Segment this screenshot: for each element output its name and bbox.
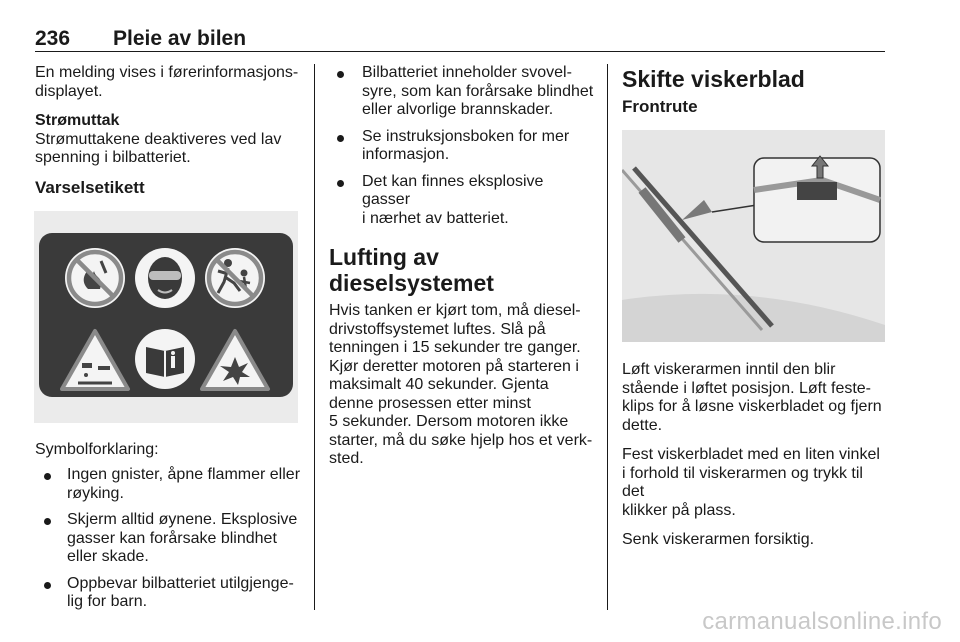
list-item: Skjerm alltid øynene. Eksplosive gasser kan forårsake blindhet eller skade. [35,511,301,567]
list-item: Bilbatteriet inneholder svovel- syre, som kan forårsake blindhet eller alvorlige brannskader. [329,64,595,120]
intro-paragraph: En melding vises i førerinformasjons- displayet. [35,64,299,100]
no-fire-icon [65,248,125,308]
column-3 [622,64,888,561]
watermark: carmanualsonline.info [702,608,942,635]
windshield-subheading: Frontrute [622,97,698,116]
symbols-list [35,466,301,612]
battery-warnings-list [329,64,595,228]
symbols-intro: Symbolforklaring: [35,440,159,458]
column-2 [329,64,595,480]
column-1 [35,64,301,620]
battery-warning-label-image [34,211,301,429]
warning-label-heading: Varselsetikett [35,177,145,197]
wiper-blade-heading: Skifte viskerblad [622,66,805,92]
list-item: Oppbevar bilbatteriet utilgjenge- lig for barn. [35,575,301,612]
column-divider-2 [607,64,608,610]
wiper-step-3: Senk viskerarmen forsiktig. [622,531,815,548]
read-instructions-icon [135,329,195,389]
list-item: Ingen gnister, åpne flammer eller røyking. [35,466,301,503]
diesel-venting-text: Hvis tanken er kjørt tom, må diesel- drivstoffsystemet luftes. Slå på tenningen i 15 sekunder tre ganger. Kjør deretter motoren på starteren i maksimalt 40 sekunder. Gjenta denne prosessen etter minst 5 sekunder. Dersom motoren ikke starter, må du søke hjelp hos et verk- sted. [329,302,593,467]
power-outlets-section: Strømuttak Strømuttakene deaktiveres ved lav spenning i bilbatteriet. [35,112,282,166]
eye-protection-icon [135,248,195,308]
keep-away-children-icon [205,248,265,308]
wiper-step-2: Fest viskerbladet med en liten vinkel i forhold til viskerarmen og trykk til det klikker på plass. [622,446,880,519]
page-number: 236 [35,27,71,50]
diesel-venting-heading: Lufting av dieselsystemet [329,244,494,296]
section-title: Pleie av bilen [113,27,247,50]
page-header [35,27,885,52]
list-item: Det kan finnes eksplosive gasser i nærhet av batteriet. [329,173,595,229]
power-outlets-heading: Strømuttak [35,112,120,129]
wiper-blade-illustration [622,130,888,348]
column-divider-1 [314,64,315,610]
wiper-step-1: Løft viskerarmen inntil den blir stående i løftet posisjon. Løft feste- klips for å løsne viskerbladet og fjern dette. [622,361,882,434]
list-item: Se instruksjonsboken for mer informasjon. [329,128,595,165]
